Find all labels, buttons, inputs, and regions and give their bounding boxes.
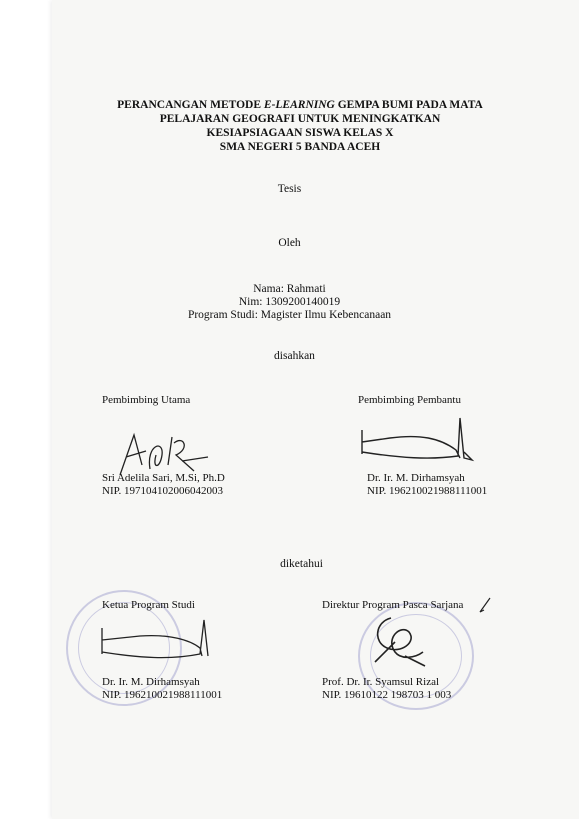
director-name: Prof. Dr. Ir. Syamsul Rizal xyxy=(322,676,440,688)
program-head-nip: NIP. 196210021988111001 xyxy=(102,689,223,701)
program-head-signature xyxy=(100,618,220,668)
title-line-1-end: GEMPA BUMI PADA MATA xyxy=(334,99,483,111)
director-nip: NIP. 19610122 198703 1 003 xyxy=(322,689,452,701)
title-line-1-start: PERANCANGAN METODE xyxy=(117,99,264,111)
author-info xyxy=(0,283,579,322)
co-supervisor-nip: NIP. 196210021988111001 xyxy=(367,485,488,497)
acknowledged-label: diketahui xyxy=(280,558,323,570)
program-head-role: Ketua Program Studi xyxy=(102,599,195,611)
director-initial-mark xyxy=(478,596,492,616)
program-head-details xyxy=(102,676,222,702)
main-supervisor-nip: NIP. 197104102006042003 xyxy=(102,485,224,497)
director-role: Direktur Program Pasca Sarjana xyxy=(322,599,464,611)
director-signature xyxy=(365,612,435,672)
co-supervisor-details xyxy=(367,472,487,498)
main-supervisor-name: Sri Adelila Sari, M.Si, Ph.D xyxy=(102,472,225,484)
co-supervisor-signature xyxy=(360,418,500,468)
document-type: Tesis xyxy=(277,183,302,195)
main-supervisor-role: Pembimbing Utama xyxy=(102,394,191,406)
title-line-4: SMA NEGERI 5 BANDA ACEH xyxy=(219,141,381,153)
main-supervisor-details xyxy=(102,472,225,498)
author-name: Nama: Rahmati xyxy=(253,283,326,295)
author-program: Program Studi: Magister Ilmu Kebencanaan xyxy=(187,309,392,321)
thesis-title xyxy=(70,98,530,154)
program-head-name: Dr. Ir. M. Dirhamsyah xyxy=(102,676,200,688)
title-line-3: KESIAPSIAGAAN SISWA KELAS X xyxy=(206,127,394,139)
by-label: Oleh xyxy=(278,237,301,249)
director-details xyxy=(322,676,451,702)
approved-label: disahkan xyxy=(274,350,315,362)
author-nim: Nim: 1309200140019 xyxy=(238,296,341,308)
co-supervisor-role: Pembimbing Pembantu xyxy=(358,394,461,406)
title-line-2: PELAJARAN GEOGRAFI UNTUK MENINGKATKAN xyxy=(159,113,441,125)
co-supervisor-name: Dr. Ir. M. Dirhamsyah xyxy=(367,472,465,484)
title-line-1-emphasis: E-LEARNING xyxy=(263,99,335,111)
